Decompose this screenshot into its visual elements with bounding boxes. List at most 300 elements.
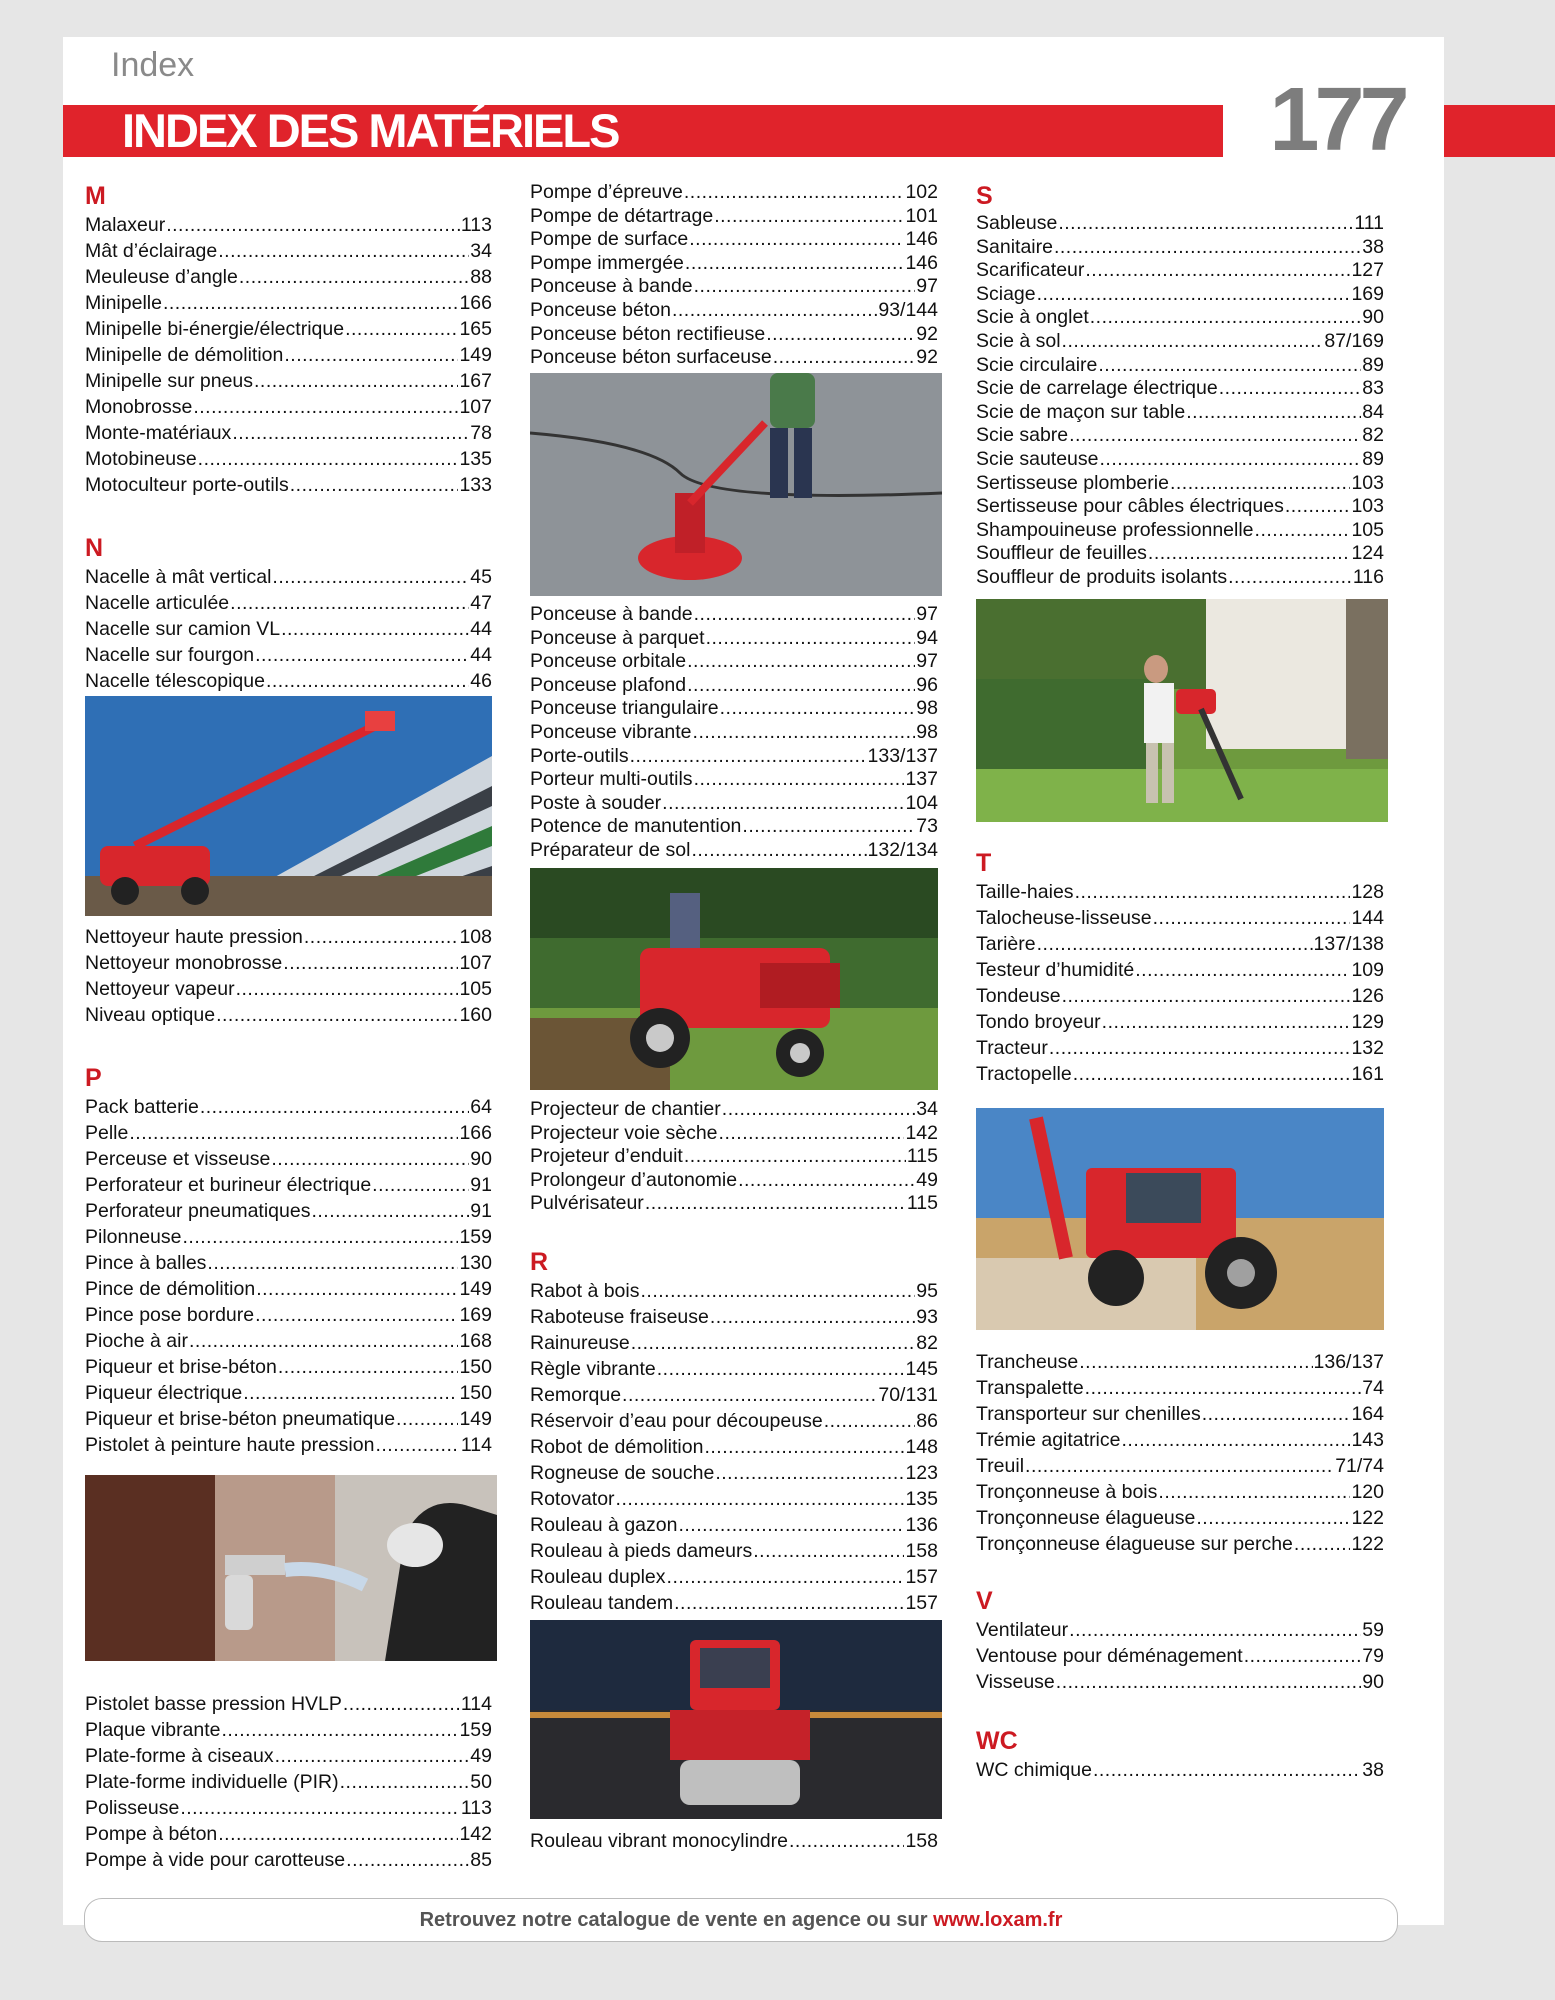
index-entry [85,616,492,642]
entry-label: Souffleur de produits isolants [976,565,1228,588]
entry-label: Pince pose bordure [85,1304,255,1326]
entry-page: 34 [470,240,492,262]
dot-leader [230,590,469,616]
index-entry [976,401,1384,425]
index-entry [976,306,1384,330]
entry-page: 44 [470,644,492,666]
dot-leader [254,368,458,394]
dot-leader [311,1198,469,1224]
entry-page: 98 [916,720,938,743]
entry-label: Souffleur de feuilles [976,542,1147,565]
backhoe-loader-photo [976,1108,1384,1330]
index-entry [85,238,492,264]
entry-label: Motobineuse [85,448,197,470]
entry-list [85,564,492,694]
dot-leader [1158,1479,1350,1505]
index-column-2e [530,1828,938,1854]
entry-page: 137 [905,768,938,791]
index-entry [976,1643,1384,1669]
entry-label: Règle vibrante [530,1358,656,1380]
index-entry [530,1408,938,1434]
entry-label: Nacelle sur fourgon [85,644,255,666]
entry-page: 83 [1362,377,1384,400]
entry-label: Minipelle sur pneus [85,370,254,392]
entry-list [976,1617,1384,1695]
index-entry [85,924,492,950]
entry-page: 88 [470,266,492,288]
entry-list [530,1278,938,1616]
entry-label: Porte-outils [530,744,629,767]
dot-leader [1058,212,1353,236]
entry-label: Ponceuse à bande [530,603,693,625]
entry-page: 169 [1351,282,1384,305]
dot-leader [1079,1349,1312,1375]
entry-label: Ponceuse béton [530,298,671,321]
dot-leader [243,1380,458,1406]
index-entry [530,1512,938,1538]
dot-leader [1037,283,1351,307]
index-column-3d [976,1585,1384,1783]
dot-leader [678,1512,904,1538]
entry-page: 114 [460,1693,492,1715]
entry-page: 130 [459,1252,492,1274]
entry-page: 124 [1351,542,1384,565]
entry-page: 135 [905,1488,938,1510]
index-entry [530,650,938,674]
entry-label: Sableuse [976,212,1058,234]
entry-page: 70/131 [878,1384,938,1406]
dot-leader [1196,1505,1350,1531]
index-entry [976,330,1384,354]
index-entry [530,1122,938,1146]
entry-label: Projecteur voie sèche [530,1121,718,1144]
dot-leader [672,299,877,323]
entry-label: Rotovator [530,1488,615,1510]
entry-label: Mât d’éclairage [85,240,218,262]
dot-leader [1090,306,1362,330]
entry-label: Pompe d’épreuve [530,181,683,203]
dot-leader [694,603,916,627]
entry-label: Nettoyeur monobrosse [85,952,283,974]
dot-leader [193,394,458,420]
index-entry [976,1669,1384,1695]
entry-label: Minipelle [85,292,162,314]
website-link[interactable]: www.loxam.fr [933,1909,1063,1931]
dot-leader [1170,472,1351,496]
dot-leader [271,1146,469,1172]
entry-label: Tracteur [976,1037,1048,1059]
entry-label: Trancheuse [976,1351,1079,1373]
index-entry [976,1009,1384,1035]
index-entry [976,566,1384,590]
entry-page: 108 [459,926,492,948]
entry-label: Nacelle à mât vertical [85,566,272,588]
entry-page: 168 [459,1330,492,1352]
entry-page: 93/144 [878,298,938,321]
entry-label: Sertisseuse plomberie [976,471,1169,494]
dot-leader [689,228,904,252]
entry-page: 82 [1362,424,1384,447]
entry-page: 49 [916,1168,938,1191]
letter-heading: P [85,1064,102,1092]
index-entry [85,420,492,446]
entry-label: Remorque [530,1384,622,1406]
dot-leader [340,1769,470,1795]
entry-page: 96 [916,673,938,696]
entry-page: 114 [460,1434,492,1456]
entry-label: Projeteur d’enduit [530,1145,683,1168]
index-entry [530,697,938,721]
index-entry [530,815,938,839]
entry-page: 104 [905,791,938,814]
entry-page: 92 [916,346,938,369]
entry-page: 98 [916,697,938,720]
entry-page: 38 [1362,235,1384,258]
index-entry [85,1146,492,1172]
entry-label: Poste à souder [530,791,662,814]
entry-label: Tondeuse [976,985,1061,1007]
index-column-1c [85,1691,492,1873]
entry-label: Ponceuse béton surfaceuse [530,346,772,369]
index-entry [530,1460,938,1486]
dot-leader [304,924,459,950]
dot-leader [1062,330,1324,354]
entry-label: Talocheuse-lisseuse [976,907,1152,929]
entry-label: Ponceuse vibrante [530,720,692,743]
entry-label: Réservoir d’eau pour découpeuse [530,1410,823,1432]
entry-list [976,1757,1384,1783]
index-entry [85,1328,492,1354]
dot-leader [266,668,469,694]
entry-label: Malaxeur [85,214,166,236]
entry-label: Sertisseuse pour câbles électriques [976,495,1284,518]
entry-page: 127 [1351,259,1384,282]
entry-page: 157 [905,1566,938,1588]
entry-page: 136 [905,1514,938,1536]
dot-leader [674,1590,904,1616]
dot-leader [372,1172,469,1198]
dot-leader [1098,354,1361,378]
index-entry [530,1356,938,1382]
entry-list [85,1094,492,1458]
entry-page: 133 [459,474,492,496]
entry-label: Préparateur de sol [530,838,691,861]
entry-label: Minipelle de démolition [85,344,284,366]
entry-page: 146 [905,228,938,251]
index-entry [85,472,492,498]
index-entry [530,603,938,627]
dot-leader [1037,931,1313,957]
entry-list [85,212,492,498]
entry-page: 136/137 [1313,1351,1384,1373]
tractor-photo [530,868,938,1090]
index-entry [976,1035,1384,1061]
index-entry [976,1375,1384,1401]
entry-label: Sanitaire [976,235,1053,258]
entry-label: Pince à balles [85,1252,207,1274]
index-entry [85,590,492,616]
index-entry [85,1795,492,1821]
index-entry [85,316,492,342]
index-entry [85,1302,492,1328]
entry-page: 45 [470,566,492,588]
index-entry [530,768,938,792]
dot-leader [616,1486,905,1512]
dot-leader [163,290,459,316]
entry-page: 87/169 [1324,329,1384,352]
dot-leader [284,342,458,368]
leaf-blower-photo [976,599,1388,822]
index-column-1b [85,924,492,1458]
index-entry [976,236,1384,260]
entry-label: Nettoyeur vapeur [85,978,235,1000]
entry-list [530,1098,938,1216]
entry-label: Piqueur électrique [85,1382,243,1404]
entry-page: 64 [470,1096,492,1118]
index-column-3 [976,180,1384,590]
index-entry [976,472,1384,496]
entry-page: 73 [916,815,938,838]
footer-text: Retrouvez notre catalogue de vente en agence ou sur [419,1909,934,1931]
index-entry [530,839,938,863]
dot-leader [657,1356,905,1382]
index-entry [530,275,938,299]
entry-label: Sciage [976,282,1036,305]
entry-label: Ponceuse à parquet [530,626,705,649]
dot-leader [1219,377,1362,401]
entry-page: 82 [916,1332,938,1354]
entry-label: Scie de maçon sur table [976,400,1186,423]
dot-leader [166,212,460,238]
entry-page: 115 [906,1192,938,1215]
dot-leader [218,238,469,264]
entry-page: 158 [905,1540,938,1562]
entry-label: Nettoyeur haute pression [85,926,303,948]
dot-leader [706,627,916,651]
index-entry [530,1486,938,1512]
index-entry [85,1354,492,1380]
index-entry [976,1505,1384,1531]
index-entry [85,1224,492,1250]
entry-page: 79 [1362,1645,1384,1667]
index-entry [530,1304,938,1330]
dot-leader [719,1122,905,1146]
entry-page: 150 [459,1356,492,1378]
entry-label: Motoculteur porte-outils [85,474,289,496]
dot-leader [255,642,469,668]
entry-label: Rouleau vibrant monocylindre [530,1830,788,1852]
index-entry [976,1427,1384,1453]
entry-page: 49 [470,1745,492,1767]
entry-page: 149 [459,1408,492,1430]
entry-list [976,1349,1384,1557]
dot-leader [1085,259,1350,283]
index-entry [85,564,492,590]
index-entry [976,424,1384,448]
index-entry [85,1432,492,1458]
index-entry [85,1380,492,1406]
index-entry [530,205,938,229]
dot-leader [281,616,469,642]
entry-label: Scie sabre [976,424,1069,447]
dot-leader [255,1302,458,1328]
index-entry [976,1401,1384,1427]
entry-page: 93 [916,1306,938,1328]
letter-heading: WC [976,1727,1018,1755]
index-entry [85,1821,492,1847]
dot-leader [343,1691,460,1717]
dot-leader [180,1795,460,1821]
entry-page: 105 [1351,518,1384,541]
dot-leader [704,1434,904,1460]
dot-leader [720,697,916,721]
entry-page: 86 [916,1410,938,1432]
dot-leader [290,472,459,498]
dot-leader [278,1354,459,1380]
dot-leader [256,1276,458,1302]
road-roller-photo [530,1620,942,1819]
index-column-3c [976,1349,1384,1557]
dot-leader [1202,1401,1351,1427]
entry-page: 149 [459,1278,492,1300]
entry-page: 47 [470,592,492,614]
dot-leader [694,275,916,299]
entry-label: Rouleau duplex [530,1566,666,1588]
dot-leader [694,768,905,792]
entry-label: Scie sauteuse [976,447,1099,470]
entry-page: 90 [1362,1671,1384,1693]
entry-page: 90 [470,1148,492,1170]
entry-label: Transporteur sur chenilles [976,1403,1201,1425]
dot-leader [1069,1617,1361,1643]
index-entry [530,1382,938,1408]
entry-page: 169 [459,1304,492,1326]
letter-heading: R [530,1248,549,1276]
index-entry [976,1617,1384,1643]
entry-page: 145 [905,1358,938,1380]
index-entry [976,983,1384,1009]
entry-label: Pompe à béton [85,1823,218,1845]
aerial-lift-photo [85,696,492,916]
entry-label: Raboteuse fraiseuse [530,1306,709,1328]
index-entry [976,1349,1384,1375]
dot-leader [1148,542,1351,566]
entry-label: Perforateur et burineur électrique [85,1174,372,1196]
entry-label: Plate-forme à ciseaux [85,1745,274,1767]
index-entry [530,1145,938,1169]
index-entry [530,1590,938,1616]
entry-page: 133/137 [867,744,938,767]
entry-label: Potence de manutention [530,815,742,838]
entry-list [85,924,492,1028]
index-entry [976,542,1384,566]
section-label: Index [111,46,195,84]
dot-leader [1186,401,1361,425]
dot-leader [684,181,905,205]
index-entry [976,495,1384,519]
entry-page: 74 [1362,1377,1384,1399]
entry-label: Pompe immergée [530,251,684,274]
dot-leader [207,1250,458,1276]
entry-page: 120 [1351,1481,1384,1503]
dot-leader [645,1192,906,1216]
entry-page: 122 [1351,1533,1384,1555]
entry-label: Tractopelle [976,1063,1072,1085]
entry-page: 90 [1362,306,1384,329]
entry-page: 78 [470,422,492,444]
index-entry [976,957,1384,983]
entry-page: 144 [1351,907,1384,929]
entry-page: 150 [459,1382,492,1404]
entry-label: Pilonneuse [85,1226,182,1248]
entry-label: Projecteur de chantier [530,1098,721,1120]
entry-page: 164 [1351,1403,1384,1425]
entry-page: 115 [906,1145,938,1168]
index-entry [85,290,492,316]
dot-leader [189,1328,458,1354]
entry-label: Ponceuse plafond [530,673,687,696]
dot-leader [622,1382,877,1408]
letter-heading: V [976,1587,993,1615]
dot-leader [1100,448,1362,472]
dot-leader [662,792,904,816]
entry-page: 95 [916,1280,938,1302]
dot-leader [1153,905,1351,931]
entry-label: Ventilateur [976,1619,1069,1641]
entry-label: Tronçonneuse élagueuse [976,1507,1196,1529]
index-column-2d [530,1246,938,1616]
entry-label: Tronçonneuse élagueuse sur perche [976,1533,1293,1555]
entry-page: 166 [459,1122,492,1144]
dot-leader [742,815,915,839]
entry-label: Tondo broyeur [976,1011,1101,1033]
entry-label: Transpalette [976,1377,1084,1399]
entry-page: 50 [470,1771,492,1793]
dot-leader [1244,1643,1362,1669]
entry-page: 71/74 [1335,1455,1384,1477]
index-entry [530,627,938,651]
index-entry [85,668,492,694]
entry-page: 46 [470,670,492,692]
entry-page: 116 [1352,565,1384,588]
entry-label: Ponceuse à bande [530,275,693,298]
dot-leader [824,1408,916,1434]
entry-page: 142 [905,1121,938,1144]
index-entry [976,1531,1384,1557]
dot-leader [129,1120,458,1146]
dot-leader [630,745,867,769]
index-entry [85,1717,492,1743]
entry-label: Pelle [85,1122,129,1144]
entry-page: 159 [459,1226,492,1248]
dot-leader [685,252,905,276]
entry-page: 159 [459,1719,492,1741]
entry-label: Perforateur pneumatiques [85,1200,311,1222]
entry-label: Piqueur et brise-béton [85,1356,277,1378]
entry-label: Nacelle sur camion VL [85,618,281,640]
entry-page: 84 [1362,400,1384,423]
dot-leader [1049,1035,1351,1061]
entry-page: 85 [470,1849,492,1871]
entry-page: 103 [1351,495,1384,518]
entry-label: Minipelle bi-énergie/électrique [85,318,345,340]
entry-label: Ponceuse béton rectifieuse [530,322,766,345]
entry-label: Rabot à bois [530,1280,640,1302]
entry-label: Nacelle articulée [85,592,230,614]
entry-label: Pioche à air [85,1330,188,1352]
index-entry [530,181,938,205]
dot-leader [396,1406,458,1432]
